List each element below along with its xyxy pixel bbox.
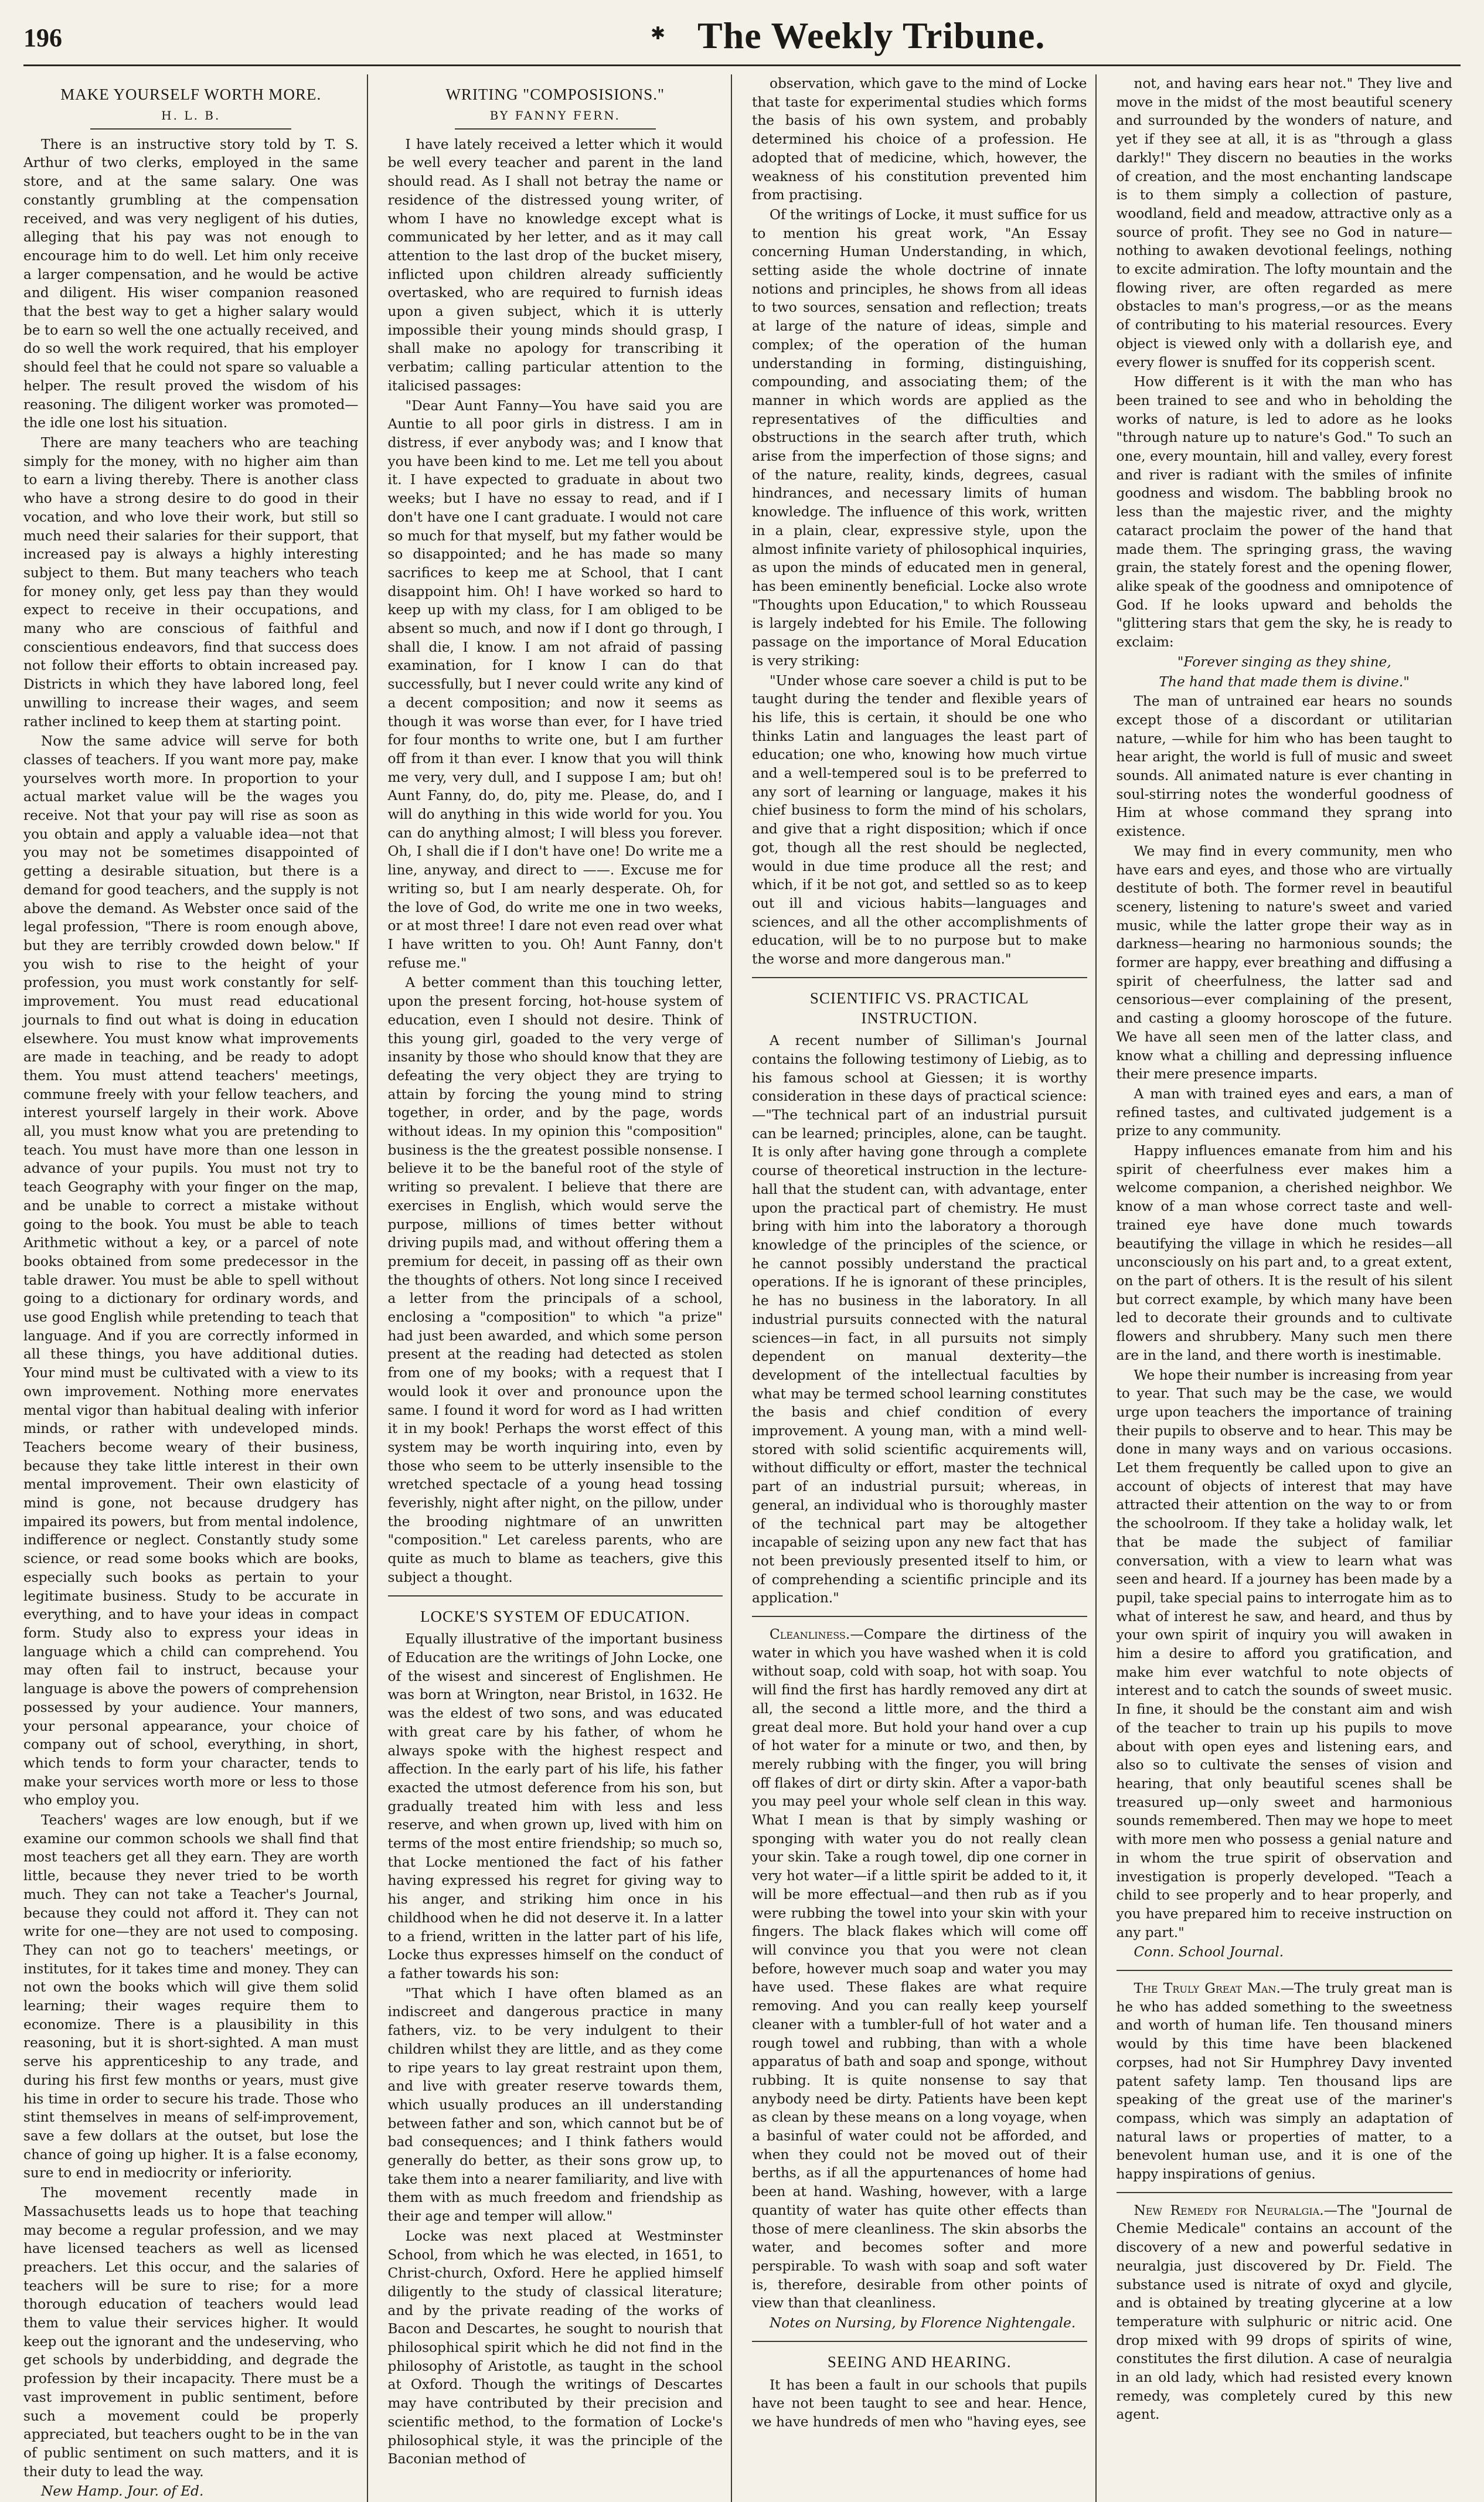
- article-paragraph: "That which I have often blamed as an indiscreet and dangerous practice in many fathers, viz. to be very indulgent to their children whilst they are little, and as they come to ripe years to lay great restraint upon them, and live with greater reserve towards them, which usually produces an ill understanding between father and son, which cannot but be of bad consequences; and I think fathers would generally do better, as their sons grow up, to take them into a nearer familiarity, and live with them with as much freedom and friendship as their age and temper will allow.": [387, 1985, 723, 2225]
- article-paragraph: not, and having ears hear not." They live and move in the midst of the most beautiful scenery and surrounded by the wonders of nature, and yet if they see at all, it is as "through a glass darkly!" They discern no beauties in the works of creation, and the most enchanting landscape is to them simply a collection of pasture, woodland, field and meadow, attractive only as a source of profit. They see no God in nature—nothing to awaken devotional feelings, nothing to excite admiration. The lofty mountain and the flowing river, are often regarded as mere obstacles to man's progress,—or as the means of contributing to his material resources. Every object is viewed only with a dollarish eye, and every flower is snuffed for its copperish scent.: [1116, 76, 1452, 370]
- column-4: [1117, 74, 1461, 2502]
- article: [1117, 1979, 1453, 2184]
- page-number: 196: [23, 23, 62, 52]
- article-heading: LOCKE'S SYSTEM OF EDUCATION.: [420, 1607, 690, 1625]
- source-credit: Conn. School Journal.: [1134, 1944, 1284, 1960]
- article-divider: [1117, 1970, 1453, 1971]
- newspaper-title: The Weekly Tribune.: [697, 15, 1046, 56]
- article-paragraph: [1117, 1979, 1453, 2184]
- article-paragraph: There is an instructive story told by T. S. Arthur of two clerks, employed in the same store, and at the same salary. One was constantly grumbling at the compensation received, and was very negligent of his duties, alleging that his pay was not enough to encourage him to do well. Let him only receive a larger compensation, and he would be active and diligent. His wiser companion reasoned that the best way to get a higher salary would be to earn so well the one actually received, and do so well the work required, that his employer should feel that he could not spare so valuable a helper. The result proved the wisdom of his reasoning. The diligent worker was promoted—the idle one lost his situation.: [23, 136, 359, 431]
- article-heading: SCIENTIFIC VS. PRACTICAL INSTRUCTION.: [809, 989, 1029, 1027]
- article-paragraph: observation, which gave to the mind of Locke that taste for experimental studies which forms the basis of his own system, and probably determined his choice of a profession. He adopted that of medicine, which, however, the weakness of his constitution prevented him from practising.: [752, 76, 1087, 203]
- article-columns: [23, 74, 1461, 2500]
- article-divider: [752, 1616, 1087, 1617]
- note-title: The Truly Great Man.: [1134, 1980, 1281, 1997]
- article: [1117, 2201, 1453, 2424]
- star-ornament-icon: ✱: [651, 23, 666, 44]
- article-paragraph: The man of untrained ear hears no sounds except those of a discordant or utilitarian nature, —while for him who has been taught to hear aright, the world is full of music and sweet sounds. All animated nature is ever chanting in soul-stirring notes the wonderful goodness of Him at whose command they sprang into existence.: [1116, 693, 1452, 840]
- article-paragraph: Locke was next placed at Westminster School, from which he was elected, in 1651, to Christ-church, Oxford. Here he applied himself diligently to the study of classical literature; and by the private reading of the works of Bacon and Descartes, he sought to nourish that philosophical spirit which he did not find in the philosophy of Aristotle, as taught in the school at Oxford. Though the writings of Descartes may have contributed by their precision and scientific method, to the formation of Locke's philosophical style, it was the principle of the Baconian method of: [387, 2228, 723, 2467]
- column-3: [752, 74, 1097, 2502]
- article-divider: [388, 1595, 723, 1596]
- source-credit: New Hamp. Jour. of Ed.: [41, 2483, 204, 2500]
- article-paragraph: I have lately received a letter which it would be well every teacher and parent in the land should read. As I shall not betray the name or residence of the distressed young writer, of whom I have no knowledge except what is communicated by her letter, and as it may call attention to the last drop of the bucket misery, inflicted upon children already sufficiently overtasked, who are required to furnish ideas upon a given subject, which it is utterly impossible their young minds should grasp, I shall make no apology for transcribing it verbatim; calling particular attention to the italicised passages:: [387, 136, 723, 394]
- article-paragraph: How different is it with the man who has been trained to see and who in beholding the works of nature, is led to adore as he looks "through nature up to nature's God." To such an one, every mountain, hill and valley, every forest and river is radiant with the smiles of infinite goodness and wisdom. The babbling brook no less than the majestic river, and the mighty cataract proclaim the power of the hand that made them. The springing grass, the waving grain, the stately forest and the opening flower, alike speak of the goodness and omnipotence of God. If he looks upward and beholds the "glittering stars that gem the sky, he is ready to exclaim:: [1116, 374, 1452, 651]
- article-divider: [752, 2341, 1087, 2342]
- masthead: [23, 11, 1461, 66]
- article-paragraph: A better comment than this touching letter, upon the present forcing, hot-house system of education, even I should not desire. Think of this young girl, goaded to the very verge of insanity by those who should know that they are defeating the very object they are trying to attain by forcing the young mind to string together, in order, and by the page, words without ideas. In my opinion this "composition" business is the the greatest possible nonsense. I believe it to be the baneful root of the style of writing so prevalent. I believe that there are exercises in English, which would serve the purpose, millions of times better without driving pupils mad, and without offering them a premium for deceit, in passing off as their own the thoughts of others. Not long since I received a letter from the principals of a school, enclosing a "composition" to which "a prize" had just been awarded, and which some person present at the reading had detected as stolen from one of my books; with a request that I would look it over and pronounce upon the same. I found it word for word as I had written it in my book! Perhaps the worst effect of this system may be worth inquiring into, even by those who seem to be utterly insensible to the wretched spectacle of a young head tossing feverishly, night after night, on the pillow, under the brooding nightmare of an unwritten "composition." Let careless parents, who are quite as much to blame as teachers, give this subject a thought.: [387, 975, 723, 1585]
- article: [23, 85, 359, 2501]
- article-paragraph: It has been a fault in our schools that pupils have not been taught to see and hear. Hence, we have hundreds of men who "having eyes, see: [752, 2377, 1087, 2430]
- article-paragraph: There are many teachers who are teaching simply for the money, with no higher aim than to earn a living thereby. There is another class who have a strong desire to do good in their vocation, and who love their work, but still so much need their salaries for their support, that increased pay is always a highly interesting subject to them. But many teachers who teach for money only, get less pay than they would expect to receive in their occupations, and many who are conscious of faithful and conscientious endeavors, find that success does not follow their efforts to obtain increased pay. Districts in which they have labored long, feel unwilling to increase their wages, and seem rather inclined to keep them at starting point.: [23, 435, 359, 730]
- article-paragraph: A man with trained eyes and ears, a man of refined tastes, and cultivated judgement is a prize to any community.: [1116, 1085, 1452, 1139]
- column-2: [388, 74, 733, 2502]
- article-paragraph: [752, 1625, 1087, 2313]
- article-byline: H. L. B.: [161, 108, 221, 122]
- article-heading: SEEING AND HEARING.: [827, 2353, 1012, 2371]
- article-paragraph: The movement recently made in Massachusetts leads us to hope that teaching may become a regular profession, and we may have licensed teachers as well as licensed preachers. Let this occur, and the salaries of teachers will be sure to rise; for a more thorough education of teachers would lead them to value their services higher. It would keep out the ignorant and the undeserving, who get schools by underbidding, and degrade the profession by their incapacity. There must be a vast improvement in public sentiment, before such a movement could be properly appreciated, but teachers ought to be in the van of public sentiment on such matters, and it is their duty to lead the way.: [23, 2185, 359, 2480]
- article-paragraph: Now the same advice will serve for both classes of teachers. If you want more pay, make yourselves worth more. In proportion to your actual market value will be the wages you receive. Not that your pay will rise as soon as you obtain and apply a valuable idea—not that you may not be sometimes disappointed of getting a desirable situation, but there is a demand for good teachers, and the supply is not above the demand. As Webster once said of the legal profession, "There is room enough above, but they are terribly crowded down below." If you wish to rise to the height of your profession, you must work constantly for self-improvement. You must read educational journals to find out what is doing in education elsewhere. You must know what improvements are made in teaching, and be ready to adopt them. You must attend teachers' meetings, commune freely with your fellow teachers, and interest yourself largely in their work. Above all, you must know what you are pretending to teach. You must have more than one lesson in advance of your pupils. You must not try to teach Geography with your finger on the map, and be unable to correct a mistake without going to the book. You must be able to teach Arithmetic without a key, or a parcel of note books obtained from some predecessor in the table drawer. You must be able to spell without going to a dictionary for ordinary words, and use good English while pretending to teach that language. And if you are correctly informed in all these things, you have additional duties. Your mind must be cultivated with a view to its own improvement. Nothing more enervates mental vigor than habitual dealing with inferior minds, or rather with undeveloped minds. Teachers become weary of their business, because they take little interest in their own mental improvement. Their own elasticity of mind is gone, not because drudgery has impaired its powers, but from mental indolence, indifference or neglect. Constantly study some science, or read some books which are books, especially such books as pertain to your legitimate business. Study to be accurate in everything, and to have your ideas in compact form. Study also to express your ideas in language which a child can comprehend. You may often fail to instruct, because your language is above the powers of comprehension possessed by your audience. Your manners, your personal appearance, your choice of company out of school, everything, in short, which tends to form your character, tends to make your services worth more or less to those who employ you.: [23, 733, 359, 1809]
- article-byline: BY FANNY FERN.: [489, 108, 621, 122]
- article-paragraph: "Dear Aunt Fanny—You have said you are Auntie to all poor girls in distress. I am in distress, if ever anybody was; and I know that you have been kind to me. Let me tell you about it. I have expected to graduate in about two weeks; but I have no essay to read, and if I don't have one I cant graduate. I would not care so much for that myself, but my father would be so disappointed; and he has made so many sacrifices to keep me at School, that I cant disappoint him. Oh! I have worked so hard to keep up with my class, for I am obliged to be absent so much, and now if I dont go through, I shall die, I know. I am not afraid of passing examination, for I know I can do that successfully, but I never could write any kind of a decent composition; and now it seems as though it was worse than ever, for I have tried for four months to write one, but I am further off from it than ever. I know that you will think me very, very dull, and I suppose I am; but oh! Aunt Fanny, do, do, pity me. Please, do, and I will do anything in this wide world for you. You can do anything almost; I will bless you forever. Oh, I shall die if I don't have one! Do write me a line, anyway, and direct to ——. Excuse me for writing so, but I am nearly desperate. Oh, for the love of God, do write me one in two weeks, or at most three! I dare not even read over what I have written to you. Oh! Aunt Fanny, don't refuse me.": [387, 397, 723, 971]
- article: [388, 85, 723, 1587]
- source-credit: Notes on Nursing, by Florence Nightengale.: [770, 2315, 1076, 2331]
- article-paragraph: Teachers' wages are low enough, but if we examine our common schools we shall find that most teachers get all they earn. They are worth little, because they never tried to be worth much. They can not take a Teacher's Journal, because they could not afford it. They can not write for one—they are not used to composing. They can not go to teachers' meetings, or institutes, for it takes time and money. They can not own the books which will give them solid learning; their wages require them to economize. There is a plausibility in this reasoning, but it is short-sighted. A man must serve his apprenticeship to any trade, and during his first few months or years, must give his time in order to secure his trade. Those who stint themselves in means of self-improvement, save a few dollars at the outset, but lose the chance of going up higher. It is a false economy, sure to end in mediocrity or inferiority.: [23, 1812, 359, 2181]
- article: [752, 1625, 1087, 2333]
- note-title: New Remedy for Neuralgia.: [1134, 2202, 1324, 2218]
- article: [1117, 74, 1453, 1962]
- article-paragraph: "Under whose care soever a child is put to be taught during the tender and flexible years of his life, this is certain, it should be one who thinks Latin and languages the least part of education; one who, knowing how much virtue and a well-tempered soul is to be preferred to any sort of learning or language, makes it his chief business to form the mind of his scholars, and give that a right disposition; which if once got, though all the rest should be neglected, would in due time produce all the rest; and which, if it be not got, and settled so as to keep out ill and vicious habits—languages and sciences, and all the other accomplishments of education, will be to no purpose but to make the worse and more dangerous man.": [752, 672, 1087, 968]
- article-divider: [1117, 2192, 1453, 2193]
- article-heading: WRITING "COMPOSISIONS.": [445, 86, 665, 103]
- heading-rule: [90, 128, 291, 130]
- verse-line: "Forever singing as they shine,: [1177, 653, 1391, 670]
- article-paragraph: [1117, 2201, 1453, 2424]
- article: [752, 989, 1087, 1608]
- article-divider: [752, 977, 1087, 978]
- article: [752, 74, 1087, 969]
- note-title: Cleanliness.: [770, 1626, 850, 1643]
- article-paragraph: A recent number of Silliman's Journal contains the following testimony of Liebig, as to his famous school at Giessen; it is worthy consideration in these days of practical science:—"The technical part of an industrial pursuit can be learned; principles, alone, can be taught. It is only after having gone through a complete course of theoretical instruction in the lecture-hall that the student can, with advantage, enter upon the practical part of chemistry. He must bring with him into the laboratory a thorough knowledge of the principles of the science, or he cannot possibly understand the practical operations. If he is ignorant of these principles, he has no business in the laboratory. In all industrial pursuits connected with the natural sciences—in fact, in all pursuits not simply dependent on manual dexterity—the development of the intellectual faculties by what may be termed school learning constitutes the basis and chief condition of every improvement. A young man, with a mind well-stored with solid scientific acquirements will, without difficulty or effort, master the technical part of an industrial pursuit; whereas, in general, an individual who is thoroughly master of the technical part may be altogether incapable of seizing upon any new fact that has not been previously presented itself to him, or of comprehending a scientific principle and its application.": [752, 1033, 1087, 1606]
- verse-line: The hand that made them is divine.": [1159, 673, 1410, 690]
- column-1: [23, 74, 368, 2502]
- note-body: —The truly great man is he who has added something to the sweetness and worth of human life. Ten thousand miners would by this time have been blackened corpses, had not Sir Humphrey Davy invented patent safety lamp. Ten thousand lips are speaking of the great use of the mariner's compass, which was simply an adaptation of natural laws or properties of matter, to a benevolent human use, and it is one of the happy inspirations of genius.: [1116, 1980, 1453, 2183]
- article: [752, 2353, 1087, 2432]
- article-paragraph: Equally illustrative of the important business of Education are the writings of John Locke, one of the wisest and sincerest of Englishmen. He was born at Wrington, near Bristol, in 1632. He was the eldest of two sons, and was educated with great care by his father, of whom he always spoke with the highest respect and affection. In the early part of his life, his father exacted the utmost deference from his son, but gradually treated him with less and less reserve, and when grown up, lived with him on terms of the most entire friendship; so much so, that Locke mentioned the fact of his father having expressed his regret for giving way to his anger, and striking him once in his childhood when he did not deserve it. In a latter to a friend, written in the latter part of his life, Locke thus expresses himself on the conduct of a father towards his son:: [387, 1631, 723, 1982]
- heading-rule: [455, 128, 656, 130]
- note-body: —The "Journal de Chemie Medicale" contains an account of the discovery of a new and powerful sedative in neuralgia, just discovered by Dr. Field. The substance used is nitrate of oxyd and glycile, and is obtained by treating glycerine at a low temperature with sulphuric or nitric acid. One drop mixed with 99 drops of spirits of wine, constitutes the first dilution. A case of neuralgia in an old lady, which had resisted every known remedy, was completely cured by this new agent.: [1116, 2202, 1452, 2423]
- article-paragraph: We hope their number is increasing from year to year. That such may be the case, we would urge upon teachers the importance of training their pupils to observe and to hear. This may be done in many ways and on various occasions. Let them frequently be called upon to give an account of objects of interest that may have attracted their attention on the way to or from the schoolroom. If they take a holiday walk, let that be made the subject of familiar conversation, with a view to learn what was seen and heard. If a journey has been made by a pupil, take special pains to interrogate him as to what of interest he saw, and heard, and thus by your own spirit of inquiry you will awaken in him a desire to afford you gratification, and make him ever watchful to note objects of interest and to catch the sounds of sweet music. In fine, it should be the constant aim and wish of the teacher to train up his pupils to move about with open eyes and listening ears, and also so to cultivate the senses of vision and hearing, that only beautiful scenes shall be treasured up—only sweet and harmonious sounds remembered. Then may we hope to meet with more men who possess a genial nature and in whom the true spirit of observation and investigation is properly developed. "Teach a child to see properly and to hear properly, and you have prepared him to receive instruction on any part.": [1116, 1367, 1452, 1941]
- article-paragraph: Of the writings of Locke, it must suffice for us to mention his great work, "An Essay concerning Human Understanding, in which, setting aside the whole doctrine of innate notions and principles, he shows from all ideas to two sources, sensation and reflection; treats at large of the nature of ideas, simple and complex; of the operation of the human understanding in forming, distinguishing, compounding, and associating them; of the manner in which words are applied as the representatives of the difficulties and obstructions in the search after truth, which arise from the imperfection of those signs; and of the nature, reality, kinds, degrees, casual hindrances, and necessary limits of human knowledge. The influence of this work, written in a plain, clear, expressive style, upon the almost infinite variety of philosophical inquiries, as upon the minds of educated men in general, has been eminently beneficial. Locke also wrote "Thoughts upon Education," to which Rousseau is largely indebted for his Emile. The following passage on the importance of Moral Education is very striking:: [752, 206, 1087, 669]
- article: [388, 1607, 723, 2469]
- article-paragraph: Happy influences emanate from him and his spirit of cheerfulness ever makes him a welcome companion, a cherished neighbor. We know of a man whose correct taste and well-trained eye have done much towards beautifying the village in which he resides—all unconsciously on his part and, to a great extent, on the part of others. It is the result of his silent but correct example, by which many have been led to decorate their grounds and to cultivate flowers and shrubbery. Many such men there are in the land, and there worth is inestimable.: [1116, 1143, 1452, 1363]
- article-paragraph: We may find in every community, men who have ears and eyes, and those who are virtually destitute of both. The former revel in beautiful scenery, listening to nature's sweet and varied music, while the latter grope their way as in darkness—hearing no harmonious sounds; the former are happy, ever breathing and diffusing a spirit of cheerfulness, the latter sad and censorious—ever complaining of the present, and casting a gloomy horoscope of the future. We have all seen men of the latter class, and know what a chilling and depressing influence their mere presence imparts.: [1116, 843, 1452, 1083]
- note-body: —Compare the dirtiness of the water in which you have washed when it is cold without soap, cold with soap, hot with soap. You will find the first has hardly removed any dirt at all, the second a little more, and the third a great deal more. But hold your hand over a cup of hot water for a minute or two, and then, by merely rubbing with the finger, you will bring off flakes of dirt or dirty skin. After a vapor-bath you may peel your whole self clean in this way. What I mean is that by simply washing or sponging with water you do not really clean your skin. Take a rough towel, dip one corner in very hot water—if a little spirit be added to it, it will be more effectual—and then rub as if you were rubbing the towel into your skin with your fingers. The black flakes which will come off will convince you that you were not clean before, however much soap and water you may have used. These flakes are what require removing. And you can really keep yourself cleaner with a tumbler-full of hot water and a rough towel and rubbing, than with a whole apparatus of bath and soap and sponge, without rubbing. It is quite nonsense to say that anybody need be dirty. Patients have been kept as clean by these means on a long voyage, when a basinful of water could not be afforded, and when they could not be moved out of their berths, as if all the appurtenances of home had been at hand. Washing, however, with a large quantity of water has quite other effects than those of mere cleanliness. The skin absorbs the water, and becomes softer and more perspirable. To wash with soap and soft water is, therefore, desirable from other points of view than that cleanliness.: [752, 1626, 1087, 2312]
- article-heading: MAKE YOURSELF WORTH MORE.: [60, 86, 322, 103]
